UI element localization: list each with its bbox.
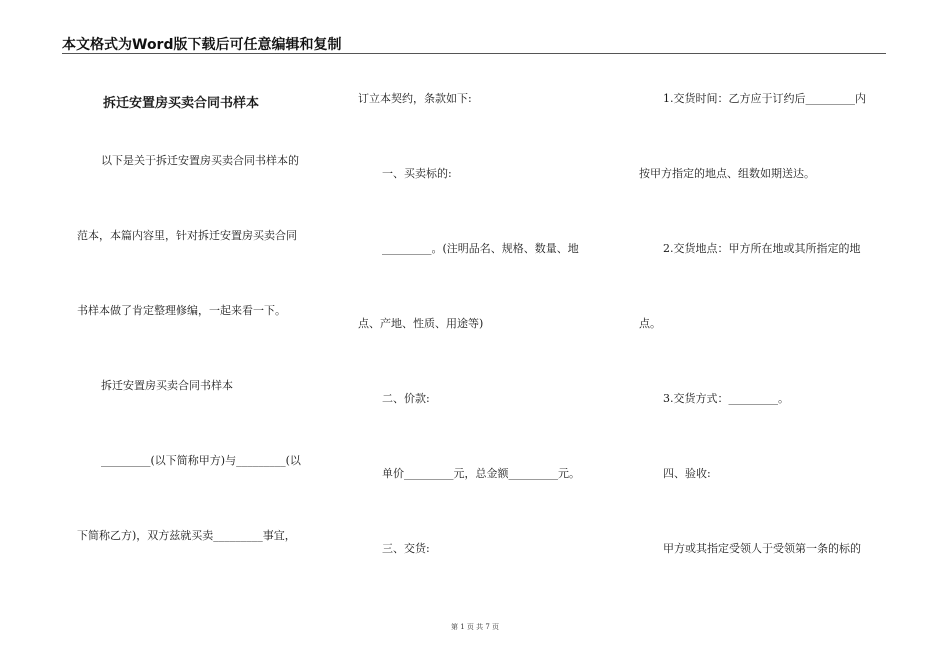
- text-line: 按甲方指定的地点、组数如期送达。: [639, 167, 815, 180]
- text-line: 点、产地、性质、用途等): [358, 317, 484, 330]
- text-line: _________。(注明品名、规格、数量、地: [382, 242, 579, 255]
- text-line: 订立本契约，条款如下:: [358, 92, 472, 105]
- text-line: 书样本做了肯定整理修编，一起来看一下。: [77, 304, 286, 317]
- text-line: 2.交货地点：甲方所在地或其所指定的地: [663, 242, 861, 255]
- text-line: 甲方或其指定受领人于受领第一条的标的: [663, 542, 861, 555]
- text-line: 二、价款:: [382, 392, 430, 405]
- text-line: 1.交货时间：乙方应于订约后_________内: [663, 92, 866, 105]
- text-line: 四、验收:: [663, 467, 711, 480]
- text-line: 下简称乙方)，双方兹就买卖_________事宜，: [77, 529, 296, 542]
- text-line: 拆迁安置房买卖合同书样本: [101, 379, 233, 392]
- text-line: 三、交货:: [382, 542, 430, 555]
- page-number: 第 1 页 共 7 页: [450, 623, 500, 631]
- document-header: 本文格式为Word版下载后可任意编辑和复制: [62, 37, 342, 53]
- header-divider: [62, 53, 886, 54]
- text-line: 范本，本篇内容里，针对拆迁安置房买卖合同: [77, 229, 297, 242]
- text-line: _________(以下简称甲方)与_________(以: [101, 454, 301, 467]
- text-line: 一、买卖标的:: [382, 167, 452, 180]
- text-line: 3.交货方式：_________。: [663, 392, 789, 405]
- text-line: 单价_________元，总金额_________元。: [382, 467, 580, 480]
- document-title: 拆迁安置房买卖合同书样本: [103, 96, 260, 111]
- text-line: 点。: [639, 317, 661, 330]
- text-line: 以下是关于拆迁安置房买卖合同书样本的: [101, 154, 299, 167]
